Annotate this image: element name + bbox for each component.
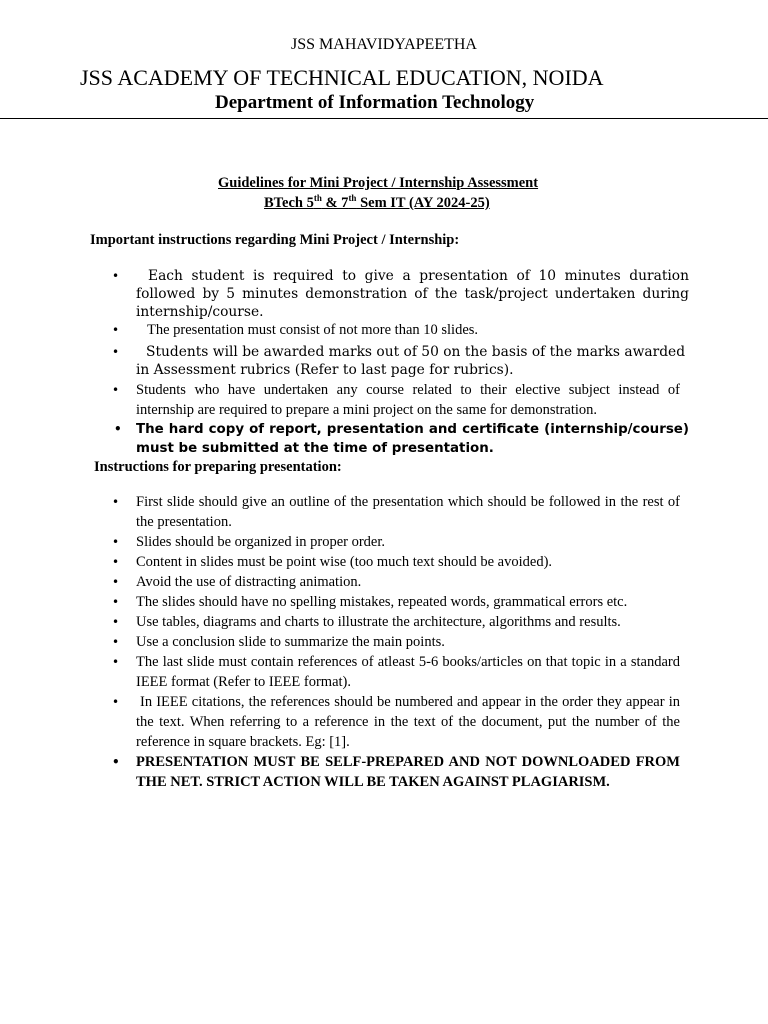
- bullet-icon: •: [112, 655, 120, 669]
- document-subtitle: [264, 195, 490, 212]
- bullet-icon: •: [112, 555, 120, 569]
- list-item-text: Students who have undertaken any course related to their elective subject instead of internship are required to prepare a mini project on the same for demonstration.: [136, 382, 680, 418]
- list-item-text: The last slide must contain references of atleast 5-6 books/articles on that topic in a standard IEEE format (Refer to IEEE format).: [136, 654, 680, 690]
- list-item: [112, 652, 680, 692]
- list-item: [112, 380, 680, 420]
- bullet-icon: •: [112, 269, 120, 283]
- bullet-icon: •: [112, 635, 120, 649]
- subtitle-suffix: Sem IT (AY 2024-25): [356, 195, 490, 211]
- list-item-text: In IEEE citations, the references should be numbered and appear in the order they appear in the text. When referring to a reference in the text of the document, put the number of the reference in square brackets. Eg: [1].: [136, 694, 680, 750]
- list-item-text: Content in slides must be point wise (too much text should be avoided).: [136, 554, 553, 570]
- list-item: [112, 592, 680, 612]
- section-heading-presentation: Instructions for preparing presentation:: [94, 459, 342, 475]
- instructions-list: [112, 267, 689, 458]
- list-item-text: Slides should be organized in proper order.: [136, 534, 385, 550]
- list-item-text: The presentation must consist of not more than 10 slides.: [147, 322, 479, 338]
- list-item-text: PRESENTATION MUST BE SELF-PREPARED AND NOT DOWNLOADED FROM THE NET. STRICT ACTION WILL BE TAKEN AGAINST PLAGIARISM.: [136, 754, 680, 790]
- bullet-icon: •: [114, 422, 122, 436]
- organization-name: JSS MAHAVIDYAPEETHA: [291, 36, 477, 53]
- list-item: [112, 612, 680, 632]
- subtitle-mid: & 7: [321, 195, 349, 211]
- list-item-text: Use a conclusion slide to summarize the main points.: [136, 634, 445, 650]
- bullet-icon: •: [112, 383, 120, 397]
- subtitle-sup-1: th: [313, 193, 322, 203]
- bullet-icon: •: [112, 323, 120, 337]
- bullet-icon: •: [112, 595, 120, 609]
- bullet-icon: •: [112, 615, 120, 629]
- header-divider: [0, 118, 768, 119]
- list-item-text: First slide should give an outline of the presentation which should be followed in the rest of the presentation.: [136, 494, 680, 530]
- bullet-icon: •: [112, 575, 120, 589]
- subtitle-prefix: BTech 5: [264, 195, 314, 211]
- list-item-text: Each student is required to give a presentation of 10 minutes duration followed by 5 minutes demonstration of the task/project undertaken during internship/course.: [136, 268, 689, 320]
- list-item: [112, 752, 680, 792]
- subtitle-sup-2: th: [348, 193, 357, 203]
- list-item: [112, 267, 689, 321]
- list-item: [112, 492, 680, 532]
- list-item-text: Avoid the use of distracting animation.: [136, 574, 362, 590]
- section-heading-instructions: Important instructions regarding Mini Project / Internship:: [90, 232, 460, 248]
- document-title: Guidelines for Mini Project / Internship Assessment: [218, 175, 539, 191]
- list-item-text: Use tables, diagrams and charts to illustrate the architecture, algorithms and results.: [136, 614, 621, 630]
- list-item: [112, 343, 689, 379]
- academy-name: JSS ACADEMY OF TECHNICAL EDUCATION, NOIDA: [80, 65, 604, 90]
- list-item: [112, 552, 680, 572]
- bullet-icon: •: [112, 695, 120, 709]
- list-item: [112, 692, 680, 752]
- list-item: [112, 632, 680, 652]
- bullet-icon: •: [112, 345, 120, 359]
- list-item-text: Students will be awarded marks out of 50 on the basis of the marks awarded in Assessment rubrics (Refer to last page for rubrics).: [136, 344, 686, 378]
- department-name: Department of Information Technology: [215, 92, 535, 113]
- list-item: [112, 321, 689, 339]
- list-item-text: The slides should have no spelling mistakes, repeated words, grammatical errors etc.: [136, 594, 628, 610]
- bullet-icon: •: [112, 495, 120, 509]
- bullet-icon: •: [112, 755, 120, 769]
- presentation-list: [112, 492, 680, 792]
- list-item-text: The hard copy of report, presentation and certificate (internship/course) must be submitted at the time of presentation.: [136, 422, 689, 456]
- list-item: [114, 420, 689, 458]
- list-item: [112, 572, 680, 592]
- list-item: [112, 532, 680, 552]
- bullet-icon: •: [112, 535, 120, 549]
